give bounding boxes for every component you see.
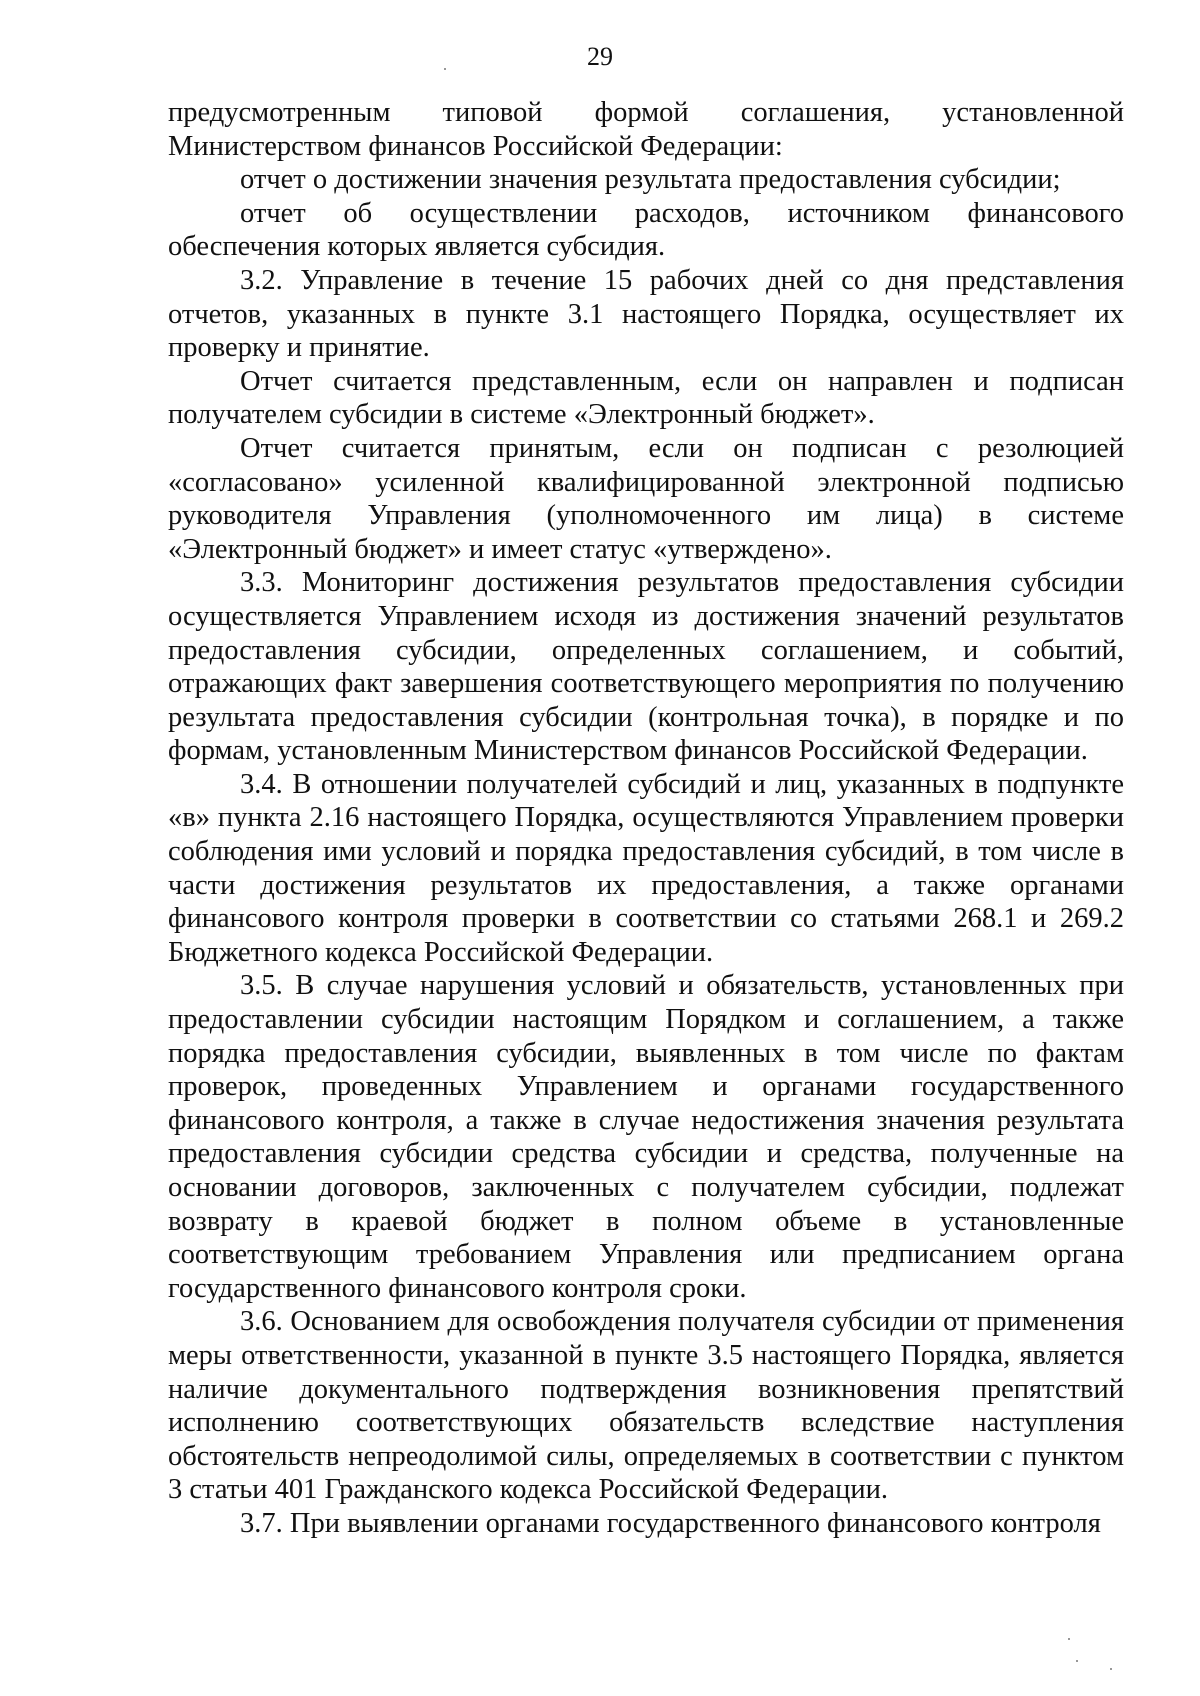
paragraph-3-6: 3.6. Основанием для освобождения получателя субсидии от применения меры ответственности, указанной в пункте 3.5 настоящего Порядка, является наличие документального подтверждения возникновения препятствий исполнению соответствующих обязательств вследствие наступления обстоятельств непреодолимой силы, определяемых в соответствии с пунктом 3 статьи 401 Гражданского кодекса Российской Федерации.	[168, 1306, 1124, 1506]
paragraph-report-submitted: Отчет считается представленным, если он направлен и подписан получателем субсидии в системе «Электронный бюджет».	[168, 365, 1124, 431]
paragraph-report-expenses: отчет об осуществлении расходов, источником финансового обеспечения которых является субсидия.	[168, 197, 1124, 263]
paragraph-report-accepted: Отчет считается принятым, если он подписан с резолюцией «согласовано» усиленной квалифицированной электронной подписью руководителя Управления (уполномоченного им лица) в системе «Электронный бюджет» и имеет статус «утверждено».	[168, 432, 1124, 565]
paragraph-3-7: 3.7. При выявлении органами государственного финансового контроля	[240, 1507, 1101, 1539]
page-number: 29	[587, 42, 613, 71]
scan-speck	[444, 68, 446, 70]
scan-speck	[1076, 1660, 1078, 1662]
paragraph-report-result: отчет о достижении значения результата предоставления субсидии;	[240, 164, 1061, 196]
paragraph-3-3: 3.3. Мониторинг достижения результатов предоставления субсидии осуществляется Управлением исходя из достижения значений результатов предоставления субсидии, определенных соглашением, и событий, отражающих факт завершения соответствующего мероприятия по получению результата предоставления субсидии (контрольная точка), в порядке и по формам, установленным Министерством финансов Российской Федерации.	[168, 567, 1124, 767]
document-body	[168, 96, 1124, 1541]
scan-speck	[1068, 1638, 1070, 1640]
scan-speck	[1110, 1668, 1112, 1670]
paragraph-continuation: предусмотренным типовой формой соглашения, установленной Министерством финансов Российской Федерации:	[168, 97, 1124, 162]
paragraph-3-4: 3.4. В отношении получателей субсидий и лиц, указанных в подпункте «в» пункта 2.16 настоящего Порядка, осуществляются Управлением проверки соблюдения ими условий и порядка предоставления субсидий, в том числе в части достижения результатов их предоставления, а также органами финансового контроля проверки в соответствии со статьями 268.1 и 269.2 Бюджетного кодекса Российской Федерации.	[168, 768, 1124, 968]
paragraph-3-5: 3.5. В случае нарушения условий и обязательств, установленных при предоставлении субсидии настоящим Порядком и соглашением, а также порядка предоставления субсидии, выявленных в том числе по фактам проверок, проведенных Управлением и органами государственного финансового контроля, а также в случае недостижения значения результата предоставления субсидии средства субсидии и средства, полученные на основании договоров, заключенных с получателем субсидии, подлежат возврату в краевой бюджет в полном объеме в установленные соответствующим требованием Управления или предписанием органа государственного финансового контроля сроки.	[168, 970, 1124, 1304]
paragraph-3-2: 3.2. Управление в течение 15 рабочих дней со дня представления отчетов, указанных в пункте 3.1 настоящего Порядка, осуществляет их проверку и принятие.	[168, 264, 1124, 364]
